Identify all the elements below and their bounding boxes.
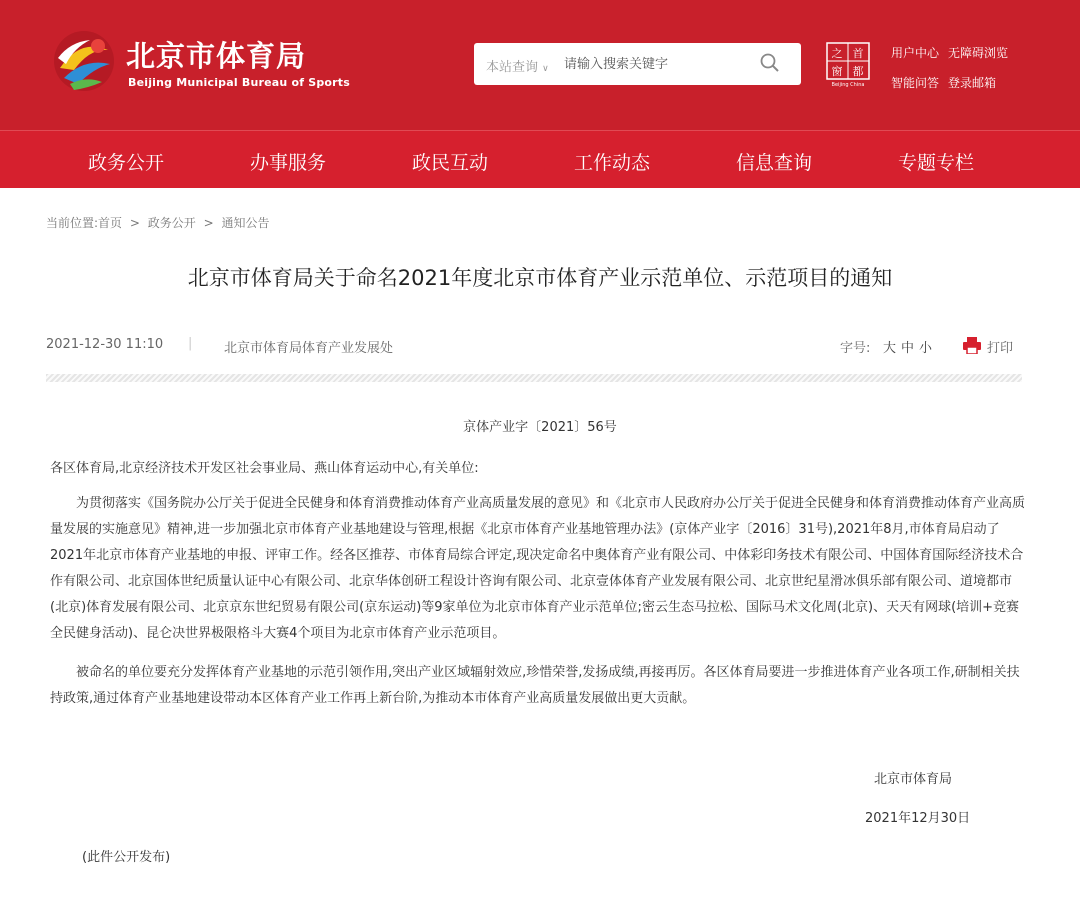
- capital-logo-char: 之: [831, 47, 843, 60]
- article-source: 北京市体育局体育产业发展处: [224, 341, 394, 356]
- font-size-small-button[interactable]: 小: [919, 341, 933, 356]
- breadcrumb-home[interactable]: 当前位置:首页: [46, 216, 123, 230]
- divider: [46, 374, 1022, 382]
- capital-logo-char: 都: [852, 65, 864, 78]
- breadcrumb: [46, 214, 274, 231]
- breadcrumb-gov-affairs[interactable]: 政务公开: [147, 216, 196, 230]
- font-size-medium-button[interactable]: 中: [901, 341, 915, 356]
- paragraph-2: 被命名的单位要充分发挥体育产业基地的示范引领作用,突出产业区域辐射效应,珍惜荣誉,发扬成绩,再接再厉。各区体育局要进一步推进体育产业各项工作,研制相关扶持政策,通过体育产业基地建设带动本区体育产业工作再上新台阶,为推动本市体育产业高质量发展做出更大贡献。: [50, 665, 1020, 706]
- addressee: 各区体育局,北京经济技术开发区社会事业局、燕山体育运动中心,有关单位:: [50, 461, 479, 476]
- site-header: [0, 0, 1080, 130]
- font-size-label: 字号:: [840, 341, 871, 356]
- font-size-large-button[interactable]: 大: [883, 341, 897, 356]
- capital-window-logo-icon[interactable]: [826, 42, 870, 88]
- mail-login-link[interactable]: 登录邮箱: [948, 76, 997, 90]
- search-icon[interactable]: [760, 53, 780, 73]
- page-title: 北京市体育局关于命名2021年度北京市体育产业示范单位、示范项目的通知: [187, 266, 893, 290]
- search-box: [474, 43, 801, 85]
- document-number: 京体产业字〔2021〕56号: [463, 420, 617, 435]
- user-center-link[interactable]: 用户中心: [891, 46, 940, 60]
- paragraph-1: 为贯彻落实《国务院办公厅关于促进全民健身和体育消费推动体育产业高质量发展的意见》和《北京市人民政府办公厅关于促进全民健身和体育消费推动体育产业高质量发展的实施意见》精神,进一步加强北京市体育产业基地建设与管理,根据《北京市体育产业基地管理办法》(京体产业字〔2016〕31号),2021年8月,市体育局启动了2021年北京市体育产业基地的申报、评审工作。经各区推荐、市体育局综合评定,现决定命名中奥体育产业有限公司、中体彩印务技术有限公司、中国体育国际经济技术合作有限公司、北京国体世纪质量认证中心有限公司、北京华体创研工程设计咨询有限公司、北京壹体体育产业发展有限公司、北京世纪星滑冰俱乐部有限公司、道境都市(北京)体育发展有限公司、北京京东世纪贸易有限公司(京东运动)等9家单位为北京市体育产业示范单位;密云生态马拉松、国际马术文化周(北京)、天天有网球(培训+竞赛全民健身活动)、昆仑决世界极限格斗大赛4个项目为北京市体育产业示范项目。: [50, 496, 1026, 641]
- capital-logo-caption: Beijing China: [831, 82, 865, 88]
- accessibility-link[interactable]: 无障碍浏览: [948, 46, 1009, 60]
- chevron-down-icon: ∨: [542, 64, 549, 74]
- print-button[interactable]: 打印: [987, 341, 1014, 356]
- smart-qa-link[interactable]: 智能问答: [891, 76, 940, 90]
- bureau-logo-icon[interactable]: [50, 28, 118, 94]
- site-subtitle: Beijing Municipal Bureau of Sports: [128, 76, 350, 89]
- capital-logo-char: 窗: [831, 65, 843, 78]
- nav-item-special-topics[interactable]: 专题专栏: [897, 152, 974, 174]
- nav-item-interaction[interactable]: 政民互动: [411, 152, 488, 174]
- meta-separator: |: [188, 336, 193, 351]
- breadcrumb-separator: >: [203, 216, 214, 230]
- breadcrumb-notices[interactable]: 通知公告: [221, 216, 270, 230]
- printer-icon[interactable]: [963, 337, 981, 354]
- publication-note: (此件公开发布): [82, 850, 171, 865]
- search-scope-select[interactable]: [486, 56, 549, 75]
- nav-item-info-query[interactable]: 信息查询: [735, 152, 812, 174]
- signature: 北京市体育局: [874, 772, 953, 787]
- capital-logo-char: 首: [852, 47, 864, 60]
- search-input[interactable]: [564, 54, 744, 74]
- search-scope-label: 本站查询: [486, 60, 539, 75]
- main-nav: [0, 130, 1080, 188]
- breadcrumb-separator: >: [129, 216, 140, 230]
- publish-date: 2021-12-30 11:10: [46, 337, 164, 352]
- nav-item-services[interactable]: 办事服务: [249, 152, 326, 174]
- signature-date: 2021年12月30日: [865, 811, 971, 826]
- nav-item-gov-affairs[interactable]: 政务公开: [87, 152, 164, 174]
- site-title: 北京市体育局: [126, 39, 307, 73]
- nav-item-work-news[interactable]: 工作动态: [573, 152, 650, 174]
